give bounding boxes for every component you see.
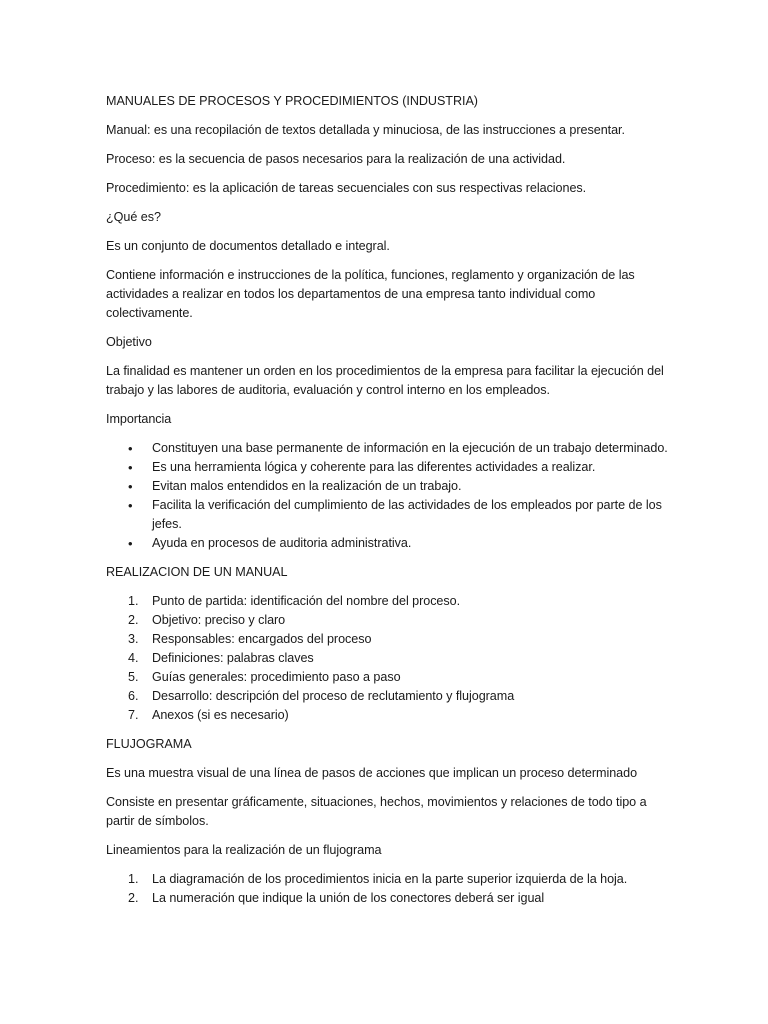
list-item: • Ayuda en procesos de auditoria administrativa.	[128, 536, 412, 551]
definition-manual: Manual: es una recopilación de textos detallada y minuciosa, de las instrucciones a presentar.	[106, 123, 625, 137]
list-item: • Facilita la verificación del cumplimiento de las actividades de los empleados por parte de los jefes.	[128, 498, 662, 531]
realizacion-list	[106, 592, 668, 725]
list-item: 6. Desarrollo: descripción del proceso de reclutamiento y flujograma	[106, 687, 668, 706]
realizacion-heading: REALIZACION DE UN MANUAL	[106, 565, 288, 579]
importancia-list	[106, 439, 668, 553]
list-number: 5.	[128, 670, 139, 684]
bullet-icon: •	[128, 460, 133, 475]
flujograma-paragraph-1: Es una muestra visual de una línea de pasos de acciones que implican un proceso determinado	[106, 766, 638, 780]
flujograma-paragraph-2: Consiste en presentar gráficamente, situaciones, hechos, movimientos y relaciones de todo tipo a partir de símbolos.	[106, 795, 647, 828]
bullet-icon: •	[128, 498, 133, 513]
list-number: 1.	[128, 594, 139, 608]
list-number: 7.	[128, 708, 139, 722]
lineamientos-list	[106, 870, 668, 908]
list-item: 2. La numeración que indique la unión de los conectores deberá ser igual	[106, 889, 668, 908]
bullet-icon: •	[128, 441, 133, 456]
document-title: MANUALES DE PROCESOS Y PROCEDIMIENTOS (INDUSTRIA)	[106, 94, 478, 108]
list-number: 6.	[128, 689, 139, 703]
lineamientos-heading: Lineamientos para la realización de un flujograma	[106, 843, 382, 857]
objetivo-paragraph: La finalidad es mantener un orden en los procedimientos de la empresa para facilitar la ejecución del trabajo y las labores de auditoria, evaluación y control interno en los empleados.	[106, 364, 664, 397]
que-es-paragraph-1: Es un conjunto de documentos detallado e integral.	[106, 239, 390, 253]
bullet-icon: •	[128, 479, 133, 494]
list-item: 7. Anexos (si es necesario)	[106, 706, 668, 725]
list-number: 1.	[128, 872, 139, 886]
list-item: 2. Objetivo: preciso y claro	[106, 611, 668, 630]
list-item: 4. Definiciones: palabras claves	[106, 649, 668, 668]
list-item: • Constituyen una base permanente de información en la ejecución de un trabajo determinado.	[128, 441, 668, 456]
flujograma-heading: FLUJOGRAMA	[106, 737, 192, 751]
list-item: • Evitan malos entendidos en la realización de un trabajo.	[128, 479, 462, 494]
list-number: 2.	[128, 891, 139, 905]
list-item: 3. Responsables: encargados del proceso	[106, 630, 668, 649]
importancia-heading: Importancia	[106, 412, 172, 426]
definition-procedimiento: Procedimiento: es la aplicación de tareas secuenciales con sus respectivas relaciones.	[106, 181, 587, 195]
list-item: 1. La diagramación de los procedimientos inicia en la parte superior izquierda de la hoja.	[106, 870, 668, 889]
list-number: 3.	[128, 632, 139, 646]
objetivo-heading: Objetivo	[106, 335, 152, 349]
list-item: 1. Punto de partida: identificación del nombre del proceso.	[106, 592, 668, 611]
list-item: • Es una herramienta lógica y coherente para las diferentes actividades a realizar.	[128, 460, 596, 475]
que-es-paragraph-2: Contiene información e instrucciones de la política, funciones, reglamento y organización de las actividades a realizar en todos los departamentos de una empresa tanto individual como colectivamente.	[106, 268, 635, 320]
list-item: 5. Guías generales: procedimiento paso a paso	[106, 668, 668, 687]
definition-proceso: Proceso: es la secuencia de pasos necesarios para la realización de una actividad.	[106, 152, 566, 166]
list-number: 2.	[128, 613, 139, 627]
bullet-icon: •	[128, 536, 133, 551]
que-es-heading: ¿Qué es?	[106, 210, 161, 224]
list-number: 4.	[128, 651, 139, 665]
